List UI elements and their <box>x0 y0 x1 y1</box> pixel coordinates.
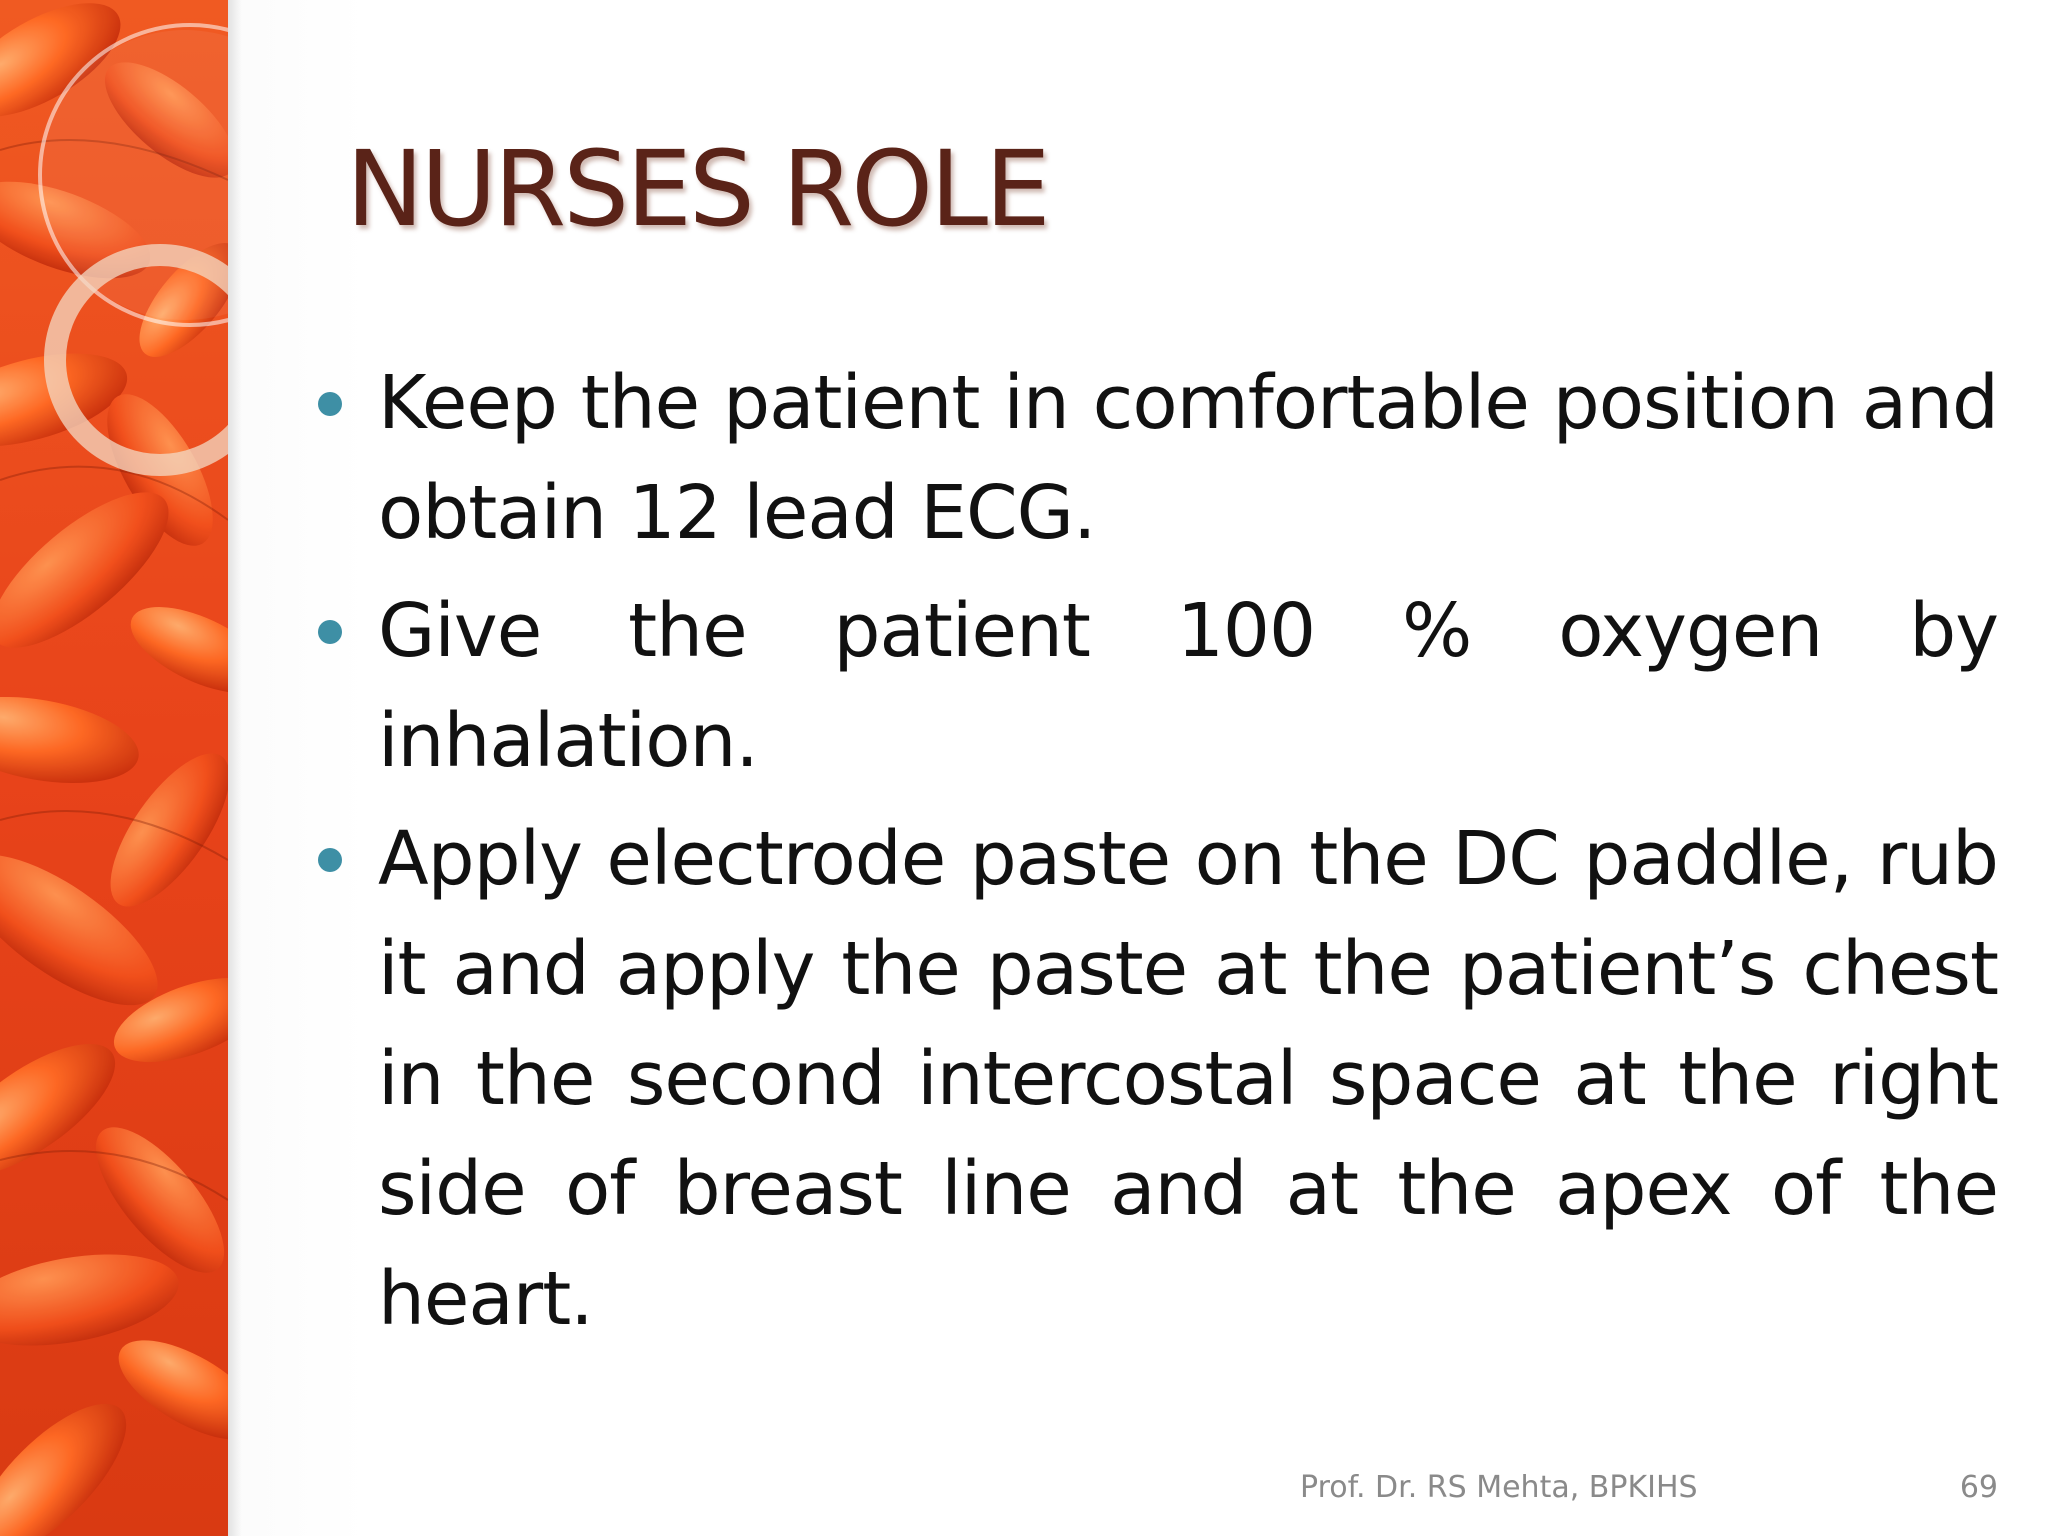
strip-shadow <box>228 0 242 1536</box>
flower-decoration <box>0 0 228 1536</box>
bullet-item-ecg <box>378 348 1998 568</box>
orange-petals-image <box>0 0 228 1536</box>
circle-bullet-icon <box>318 620 342 644</box>
bullet-item-electrode-paste <box>378 804 1998 1354</box>
circle-bullet-icon <box>318 392 342 416</box>
bullet-item-oxygen <box>378 576 1998 796</box>
circle-bullet-icon <box>318 848 342 872</box>
page-number: 69 <box>1959 1470 1998 1505</box>
footer-author: Prof. Dr. RS Mehta, BPKIHS <box>1300 1470 1698 1505</box>
bullet-text: Apply electrode paste on the DC paddle, rub it and apply the paste at the patient’s chest in the second intercostal space at the right side of breast line and at the apex of the heart. <box>378 816 1998 1342</box>
bullet-text: Give the patient 100 % oxygen by inhalation. <box>378 588 1998 784</box>
slide-title: NURSES ROLE <box>346 128 1048 250</box>
bullet-text: Keep the patient in comfortable position and obtain 12 lead ECG. <box>378 360 1998 556</box>
bullet-list <box>378 348 1998 1362</box>
